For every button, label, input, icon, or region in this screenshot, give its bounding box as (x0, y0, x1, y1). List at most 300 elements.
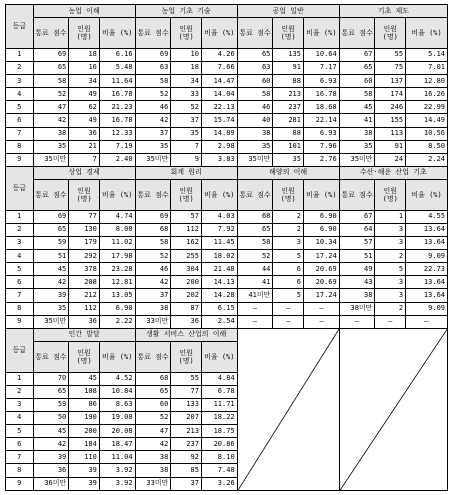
value-cell: 49 (69, 88, 100, 101)
value-cell: 6 (273, 276, 304, 289)
value-cell: 60 (237, 75, 273, 88)
value-cell: 2.22 (99, 315, 135, 328)
value-cell: 63 (135, 61, 171, 74)
col-header-count: 인원 (명) (69, 180, 100, 211)
value-cell: 35 (237, 140, 273, 153)
grade-header: 등급 (6, 328, 34, 372)
value-cell: 52 (135, 411, 171, 424)
value-cell: 16 (69, 61, 100, 74)
grade-cell: 5 (6, 263, 34, 276)
value-cell: 2 (273, 210, 304, 223)
value-cell: 36 (171, 315, 202, 328)
grade-cell: 3 (6, 236, 34, 249)
value-cell: 69 (33, 48, 69, 61)
value-cell: 58 (237, 88, 273, 101)
value-cell: – (303, 302, 339, 315)
value-cell: 41미만 (237, 289, 273, 302)
value-cell: 35미만 (135, 153, 171, 166)
col-header-count: 인원 (명) (69, 341, 100, 372)
col-header-count: 인원 (명) (171, 18, 202, 49)
value-cell: 62 (69, 101, 100, 114)
col-header-cut: 통료 점수 (339, 180, 375, 211)
value-cell: 6.16 (99, 48, 135, 61)
col-header-cut: 통료 점수 (237, 180, 273, 211)
value-cell: 184 (69, 438, 100, 451)
value-cell: 39 (69, 464, 100, 477)
value-cell: 36미만 (33, 477, 69, 490)
value-cell: 42 (135, 114, 171, 127)
col-header-count: 인원 (명) (375, 18, 406, 49)
subject-header-row (6, 5, 448, 18)
value-cell: 77 (171, 385, 202, 398)
subject-title: 공업 일반 (237, 5, 339, 18)
value-cell: 91 (375, 140, 406, 153)
value-cell: 69 (135, 48, 171, 61)
value-cell: 13.64 (406, 236, 448, 249)
value-cell: 34 (69, 75, 100, 88)
grade-cut-table (5, 4, 448, 491)
value-cell: 46 (237, 101, 273, 114)
col-header-count: 인원 (명) (171, 180, 202, 211)
value-cell: 16.78 (99, 88, 135, 101)
value-cell: – (406, 315, 448, 328)
value-cell: 6.78 (201, 385, 237, 398)
column-header-row (6, 180, 448, 211)
value-cell: 2.54 (201, 315, 237, 328)
subject-title: 해양의 이해 (237, 166, 339, 179)
value-cell: 39 (33, 451, 69, 464)
value-cell: 65 (33, 385, 69, 398)
value-cell: 37 (171, 477, 202, 490)
value-cell: 14.89 (201, 127, 237, 140)
value-cell: 33미만 (135, 477, 171, 490)
value-cell: 58 (237, 236, 273, 249)
value-cell: 7.66 (201, 61, 237, 74)
value-cell: 42 (33, 438, 69, 451)
value-cell: 18.02 (201, 250, 237, 263)
value-cell: 36 (69, 127, 100, 140)
value-cell: 4.03 (201, 210, 237, 223)
value-cell: – (303, 315, 339, 328)
grade-cell: 8 (6, 464, 34, 477)
value-cell: 40 (237, 114, 273, 127)
value-cell: 2 (375, 250, 406, 263)
value-cell: 6.90 (99, 302, 135, 315)
table-row (6, 114, 448, 127)
col-header-cut: 통료 점수 (33, 341, 69, 372)
value-cell: 20.69 (303, 263, 339, 276)
value-cell: 38 (135, 302, 171, 315)
value-cell: 52 (135, 88, 171, 101)
value-cell: 22.14 (303, 114, 339, 127)
value-cell: 42 (135, 276, 171, 289)
grade-cell: 4 (6, 411, 34, 424)
value-cell: 37 (171, 114, 202, 127)
value-cell: 8.63 (99, 398, 135, 411)
value-cell: – (273, 302, 304, 315)
value-cell: 15.74 (201, 114, 237, 127)
value-cell: 4.55 (406, 210, 448, 223)
subject-title: 수산·해운 산업 기초 (339, 166, 447, 179)
value-cell: 7.17 (303, 61, 339, 74)
value-cell: 18.22 (201, 411, 237, 424)
value-cell: 57 (171, 210, 202, 223)
value-cell: 55 (171, 372, 202, 385)
value-cell: 38 (135, 451, 171, 464)
value-cell: 162 (171, 236, 202, 249)
value-cell: 38 (33, 127, 69, 140)
value-cell: 208 (69, 276, 100, 289)
value-cell: 6.93 (303, 127, 339, 140)
value-cell: 33 (171, 88, 202, 101)
table-row (6, 48, 448, 61)
subject-header-row (6, 328, 448, 341)
value-cell: 68 (237, 210, 273, 223)
value-cell: 58 (135, 75, 171, 88)
table-row (6, 210, 448, 223)
value-cell: 237 (273, 101, 304, 114)
value-cell: 19.08 (99, 411, 135, 424)
value-cell: 45 (33, 263, 69, 276)
value-cell: 92 (171, 451, 202, 464)
value-cell: 68 (135, 372, 171, 385)
value-cell: 13.05 (99, 289, 135, 302)
value-cell: 50 (33, 411, 69, 424)
value-cell: 49 (339, 263, 375, 276)
value-cell: 51 (33, 250, 69, 263)
value-cell: 10.56 (406, 127, 448, 140)
value-cell: 20.86 (201, 438, 237, 451)
value-cell: 35 (33, 302, 69, 315)
value-cell: 63 (237, 61, 273, 74)
value-cell: 17.98 (99, 250, 135, 263)
value-cell: 3 (375, 223, 406, 236)
value-cell: 3 (273, 236, 304, 249)
col-header-ratio: 비율 (%) (99, 18, 135, 49)
value-cell: 64 (339, 223, 375, 236)
value-cell: 7 (171, 140, 202, 153)
value-cell: 41 (339, 114, 375, 127)
value-cell: 12.81 (99, 276, 135, 289)
value-cell: 112 (171, 223, 202, 236)
grade-cell: 3 (6, 75, 34, 88)
value-cell: 21 (69, 140, 100, 153)
table-row (6, 153, 448, 166)
value-cell: 13.64 (406, 276, 448, 289)
value-cell: 155 (375, 114, 406, 127)
table-row (6, 75, 448, 88)
value-cell: 133 (171, 398, 202, 411)
value-cell: 18 (69, 48, 100, 61)
value-cell: 23.28 (99, 263, 135, 276)
grade-cell: 1 (6, 210, 34, 223)
subject-title: 생활 서비스 산업의 이해 (135, 328, 237, 341)
grade-cell: 4 (6, 88, 34, 101)
col-header-count: 인원 (명) (171, 341, 202, 372)
value-cell: 18.75 (201, 425, 237, 438)
table-row (6, 61, 448, 74)
value-cell: 85 (171, 464, 202, 477)
value-cell: 77 (69, 210, 100, 223)
value-cell: 46 (135, 101, 171, 114)
grade-cell: 6 (6, 276, 34, 289)
value-cell: 207 (171, 411, 202, 424)
value-cell: 38 (135, 464, 171, 477)
value-cell: 7.96 (303, 140, 339, 153)
value-cell: 4.74 (99, 210, 135, 223)
diagonal-slash (340, 329, 447, 490)
value-cell: 237 (171, 438, 202, 451)
value-cell: 47 (135, 425, 171, 438)
value-cell: 3 (375, 276, 406, 289)
value-cell: 65 (339, 61, 375, 74)
value-cell: 20.08 (99, 425, 135, 438)
value-cell: 24 (375, 153, 406, 166)
grade-cell: 7 (6, 451, 34, 464)
value-cell: 22.73 (406, 263, 448, 276)
subject-title: 농업 기초 기술 (135, 5, 237, 18)
value-cell: 38 (339, 289, 375, 302)
column-header-row (6, 18, 448, 49)
grade-cell: 4 (6, 250, 34, 263)
value-cell: 87 (171, 302, 202, 315)
value-cell: 65 (237, 48, 273, 61)
value-cell: 113 (375, 127, 406, 140)
value-cell: 3.92 (99, 477, 135, 490)
value-cell: 137 (375, 75, 406, 88)
grade-header: 등급 (6, 5, 34, 49)
value-cell: 212 (69, 289, 100, 302)
value-cell: 213 (171, 425, 202, 438)
value-cell: – (375, 315, 406, 328)
value-cell: 16.78 (303, 88, 339, 101)
value-cell: 37 (135, 289, 171, 302)
value-cell: 112 (69, 302, 100, 315)
value-cell: 2.40 (99, 153, 135, 166)
value-cell: 190 (69, 411, 100, 424)
table-row (6, 302, 448, 315)
grade-cell: 5 (6, 425, 34, 438)
value-cell: 52 (33, 88, 69, 101)
value-cell: 4.84 (201, 372, 237, 385)
value-cell: 75 (375, 61, 406, 74)
value-cell: 304 (171, 263, 202, 276)
value-cell: 14.04 (201, 88, 237, 101)
value-cell: 10.84 (99, 385, 135, 398)
table-row (6, 140, 448, 153)
value-cell: 68 (135, 223, 171, 236)
value-cell: 52 (135, 250, 171, 263)
value-cell: 60 (135, 398, 171, 411)
value-cell: 11.71 (201, 398, 237, 411)
value-cell: – (237, 315, 273, 328)
table-row (6, 250, 448, 263)
value-cell: 47 (33, 101, 69, 114)
value-cell: 11.64 (99, 75, 135, 88)
value-cell: 2 (375, 302, 406, 315)
table-row (6, 101, 448, 114)
value-cell: 65 (33, 223, 69, 236)
value-cell: – (273, 315, 304, 328)
grade-cell: 9 (6, 477, 34, 490)
value-cell: 5 (273, 289, 304, 302)
value-cell: 45 (33, 425, 69, 438)
value-cell: 18 (171, 61, 202, 74)
value-cell: 38미만 (339, 302, 375, 315)
value-cell: 110 (69, 451, 100, 464)
value-cell: 101 (273, 140, 304, 153)
value-cell: 7.01 (406, 61, 448, 74)
col-header-cut: 통료 점수 (135, 341, 171, 372)
value-cell: 4.26 (201, 48, 237, 61)
value-cell: – (339, 315, 375, 328)
value-cell: 21.48 (201, 263, 237, 276)
col-header-count: 인원 (명) (273, 18, 304, 49)
value-cell: 17.24 (303, 250, 339, 263)
value-cell: 59 (33, 398, 69, 411)
value-cell: 200 (171, 276, 202, 289)
value-cell: 17.24 (303, 289, 339, 302)
value-cell: 9.09 (406, 302, 448, 315)
value-cell: 200 (69, 425, 100, 438)
grade-cell: 3 (6, 398, 34, 411)
value-cell: 51 (339, 250, 375, 263)
table-row (6, 263, 448, 276)
subject-title: 농업 이해 (33, 5, 135, 18)
value-cell: 42 (33, 276, 69, 289)
value-cell: 14.28 (201, 289, 237, 302)
col-header-cut: 통료 점수 (237, 18, 273, 49)
value-cell: 3.83 (201, 153, 237, 166)
value-cell: 69 (33, 210, 69, 223)
value-cell: 49 (69, 114, 100, 127)
grade-cell: 1 (6, 48, 34, 61)
value-cell: 13.64 (406, 223, 448, 236)
subject-title: 회계 원리 (135, 166, 237, 179)
value-cell: – (237, 302, 273, 315)
col-header-ratio: 비율 (%) (99, 180, 135, 211)
grade-cell: 8 (6, 140, 34, 153)
value-cell: 88 (273, 127, 304, 140)
value-cell: 58 (33, 75, 69, 88)
value-cell: 86 (69, 398, 100, 411)
value-cell: 7.92 (201, 223, 237, 236)
value-cell: 8.50 (406, 140, 448, 153)
value-cell: 35 (135, 140, 171, 153)
value-cell: 69 (135, 210, 171, 223)
value-cell: 5 (375, 263, 406, 276)
value-cell: 5.48 (99, 61, 135, 74)
value-cell: 18.47 (99, 438, 135, 451)
grade-cell: 1 (6, 372, 34, 385)
value-cell: 246 (375, 101, 406, 114)
value-cell: 42 (33, 114, 69, 127)
value-cell: 88 (273, 75, 304, 88)
value-cell: 2.24 (406, 153, 448, 166)
value-cell: 12.33 (99, 127, 135, 140)
value-cell: 11.04 (99, 451, 135, 464)
value-cell: 65 (237, 223, 273, 236)
value-cell: 37 (135, 127, 171, 140)
value-cell: 135 (273, 48, 304, 61)
value-cell: 281 (273, 114, 304, 127)
col-header-count: 인원 (명) (69, 18, 100, 49)
table-row (6, 223, 448, 236)
table-row (6, 127, 448, 140)
value-cell: 21.23 (99, 101, 135, 114)
value-cell: 22.99 (406, 101, 448, 114)
value-cell: 6.15 (201, 302, 237, 315)
col-header-ratio: 비율 (%) (303, 18, 339, 49)
value-cell: 38 (237, 127, 273, 140)
value-cell: 35미만 (33, 153, 69, 166)
empty-slashed-cell (237, 328, 339, 490)
value-cell: 16.78 (99, 114, 135, 127)
value-cell: 34 (171, 75, 202, 88)
value-cell: 91 (273, 61, 304, 74)
grade-cell: 7 (6, 289, 34, 302)
value-cell: 35 (273, 153, 304, 166)
value-cell: 67 (339, 48, 375, 61)
col-header-cut: 통료 점수 (135, 180, 171, 211)
col-header-cut: 통료 점수 (33, 180, 69, 211)
value-cell: 14.49 (406, 114, 448, 127)
value-cell: 55 (375, 48, 406, 61)
value-cell: 5 (273, 250, 304, 263)
value-cell: 60 (339, 75, 375, 88)
value-cell: 65 (135, 385, 171, 398)
value-cell: 9.09 (406, 250, 448, 263)
subject-title: 인간 발달 (33, 328, 135, 341)
subject-title: 기초 제도 (339, 5, 447, 18)
value-cell: 70 (33, 372, 69, 385)
value-cell: 46 (135, 263, 171, 276)
grade-cell: 2 (6, 385, 34, 398)
table-row (6, 276, 448, 289)
col-header-ratio: 비율 (%) (201, 341, 237, 372)
col-header-ratio: 비율 (%) (201, 180, 237, 211)
value-cell: 22.13 (201, 101, 237, 114)
value-cell: 2.76 (303, 153, 339, 166)
value-cell: 59 (33, 236, 69, 249)
grade-cell: 2 (6, 61, 34, 74)
value-cell: 255 (171, 250, 202, 263)
value-cell: 36 (69, 315, 100, 328)
value-cell: 174 (375, 88, 406, 101)
col-header-count: 인원 (명) (273, 180, 304, 211)
value-cell: 378 (69, 263, 100, 276)
value-cell: 3.26 (201, 477, 237, 490)
subject-title: 상업 경제 (33, 166, 135, 179)
grade-cell: 5 (6, 101, 34, 114)
value-cell: 292 (69, 250, 100, 263)
col-header-count: 인원 (명) (375, 180, 406, 211)
value-cell: 35 (339, 140, 375, 153)
value-cell: 5.14 (406, 48, 448, 61)
value-cell: 11.02 (99, 236, 135, 249)
grade-cell: 8 (6, 302, 34, 315)
value-cell: 44 (237, 263, 273, 276)
value-cell: 6 (273, 263, 304, 276)
grade-cell: 9 (6, 315, 34, 328)
value-cell: 179 (69, 236, 100, 249)
value-cell: 7.48 (201, 464, 237, 477)
value-cell: 108 (69, 385, 100, 398)
subject-header-row (6, 166, 448, 179)
col-header-ratio: 비율 (%) (406, 18, 448, 49)
value-cell: 45 (69, 372, 100, 385)
value-cell: 35 (171, 127, 202, 140)
